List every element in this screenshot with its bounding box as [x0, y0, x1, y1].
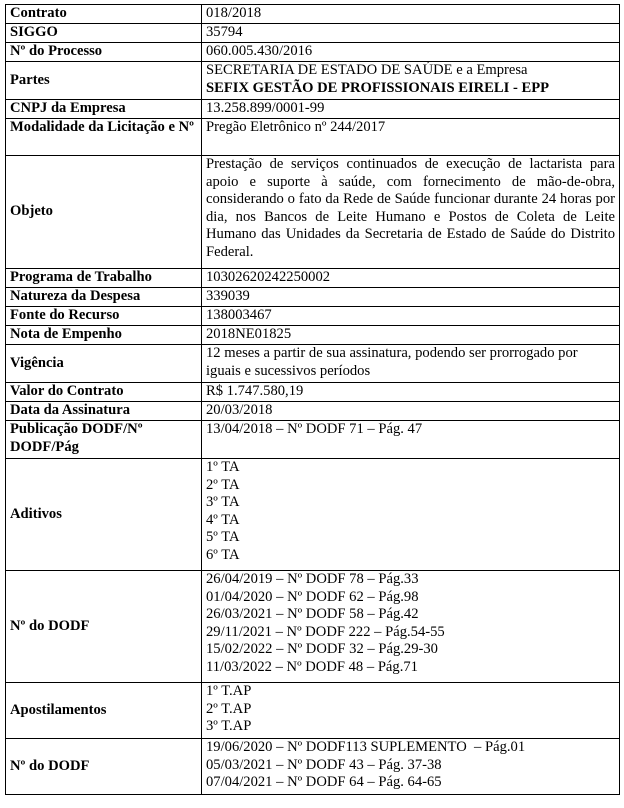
value-siggo: 35794 — [202, 24, 620, 43]
label-cnpj: CNPJ da Empresa — [6, 100, 202, 119]
partes-line-2: SEFIX GESTÃO DE PROFISSIONAIS EIRELI - EPP — [206, 79, 550, 96]
value-valor: R$ 1.747.580,19 — [202, 383, 620, 402]
row-siggo — [6, 24, 620, 43]
label-valor: Valor do Contrato — [6, 383, 202, 402]
aditivo-item: 4º TA — [206, 511, 240, 528]
label-modalidade: Modalidade da Licitação e Nº — [6, 119, 202, 156]
value-processo: 060.005.430/2016 — [202, 43, 620, 62]
dodf-item: 26/03/2021 – Nº DODF 58 – Pág.42 — [206, 606, 419, 622]
value-modalidade: Pregão Eletrônico nº 244/2017 — [202, 119, 620, 156]
label-fonte: Fonte do Recurso — [6, 307, 202, 326]
value-dodf-apostilamentos — [202, 739, 620, 795]
row-assinatura — [6, 402, 620, 421]
aditivo-item: 3º TA — [206, 494, 240, 510]
dodf-item: 29/11/2021 – Nº DODF 222 – Pág.54-55 — [206, 623, 445, 640]
row-cnpj — [6, 100, 620, 119]
label-partes: Partes — [6, 62, 202, 100]
label-processo: Nº do Processo — [6, 43, 202, 62]
value-programa: 10302620242250002 — [202, 269, 620, 288]
aditivo-item: 6º TA — [206, 546, 240, 563]
contract-table — [5, 4, 620, 795]
row-vigencia — [6, 345, 620, 383]
value-partes — [202, 62, 620, 100]
label-aditivos: Aditivos — [6, 459, 202, 571]
dodf-item: 01/04/2020 – Nº DODF 62 – Pág.98 — [206, 588, 419, 605]
label-assinatura: Data da Assinatura — [6, 402, 202, 421]
row-publicacao — [6, 421, 620, 459]
row-contrato — [6, 5, 620, 24]
row-programa — [6, 269, 620, 288]
row-apostilamentos — [6, 683, 620, 739]
label-vigencia: Vigência — [6, 345, 202, 383]
row-natureza — [6, 288, 620, 307]
value-publicacao: 13/04/2018 – Nº DODF 71 – Pág. 47 — [202, 421, 620, 459]
dodf-item: 26/04/2019 – Nº DODF 78 – Pág.33 — [206, 571, 419, 587]
aditivo-item: 5º TA — [206, 529, 240, 545]
dodf-item: 05/03/2021 – Nº DODF 43 – Pág. 37-38 — [206, 756, 442, 773]
value-assinatura: 20/03/2018 — [202, 402, 620, 421]
row-empenho — [6, 326, 620, 345]
partes-line-1: SECRETARIA DE ESTADO DE SAÚDE e a Empresa — [206, 62, 528, 78]
row-valor — [6, 383, 620, 402]
aditivo-item: 1º TA — [206, 459, 240, 475]
value-fonte: 138003467 — [202, 307, 620, 326]
dodf-item: 07/04/2021 – Nº DODF 64 – Pág. 64-65 — [206, 774, 442, 790]
label-empenho: Nota de Empenho — [6, 326, 202, 345]
label-objeto: Objeto — [6, 156, 202, 269]
dodf-item: 15/02/2022 – Nº DODF 32 – Pág.29-30 — [206, 641, 438, 657]
dodf-item: 11/03/2022 – Nº DODF 48 – Pág.71 — [206, 658, 418, 675]
row-processo — [6, 43, 620, 62]
dodf-item: 19/06/2020 – Nº DODF113 SUPLEMENTO – Pág.01 — [206, 739, 526, 755]
aditivo-item: 2º TA — [206, 476, 240, 493]
apostilamento-item: 1º T.AP — [206, 683, 252, 699]
label-programa: Programa de Trabalho — [6, 269, 202, 288]
value-vigencia: 12 meses a partir de sua assinatura, podendo ser prorrogado por iguais e sucessivos períodos — [202, 345, 620, 383]
label-publicacao: Publicação DODF/Nº DODF/Pág — [6, 421, 202, 459]
value-apostilamentos — [202, 683, 620, 739]
value-aditivos — [202, 459, 620, 571]
value-contrato: 018/2018 — [202, 5, 620, 24]
value-natureza: 339039 — [202, 288, 620, 307]
label-siggo: SIGGO — [6, 24, 202, 43]
label-contrato: Contrato — [6, 5, 202, 24]
row-modalidade — [6, 119, 620, 156]
row-fonte — [6, 307, 620, 326]
apostilamento-item: 2º T.AP — [206, 700, 252, 717]
label-dodf-apostilamentos: Nº do DODF — [6, 739, 202, 795]
row-objeto — [6, 156, 620, 269]
value-objeto: Prestação de serviços continuados de execução de lactarista para apoio e suporte à saúde, com fornecimento de mão-de-obra, considerando o fato da Rede de Saúde funcionar durante 24 horas por dia, nos Bancos de Leite Humano e Postos de Coleta de Leite Humano das Unidades da Secretaria de Estado de Saúde do Distrito Federal. — [202, 156, 620, 269]
value-empenho: 2018NE01825 — [202, 326, 620, 345]
value-dodf-aditivos — [202, 571, 620, 683]
row-dodf-apostilamentos — [6, 739, 620, 795]
row-aditivos — [6, 459, 620, 571]
row-dodf-aditivos — [6, 571, 620, 683]
apostilamento-item: 3º T.AP — [206, 718, 252, 734]
label-dodf-aditivos: Nº do DODF — [6, 571, 202, 683]
row-partes — [6, 62, 620, 100]
label-natureza: Natureza da Despesa — [6, 288, 202, 307]
label-apostilamentos: Apostilamentos — [6, 683, 202, 739]
value-cnpj: 13.258.899/0001-99 — [202, 100, 620, 119]
